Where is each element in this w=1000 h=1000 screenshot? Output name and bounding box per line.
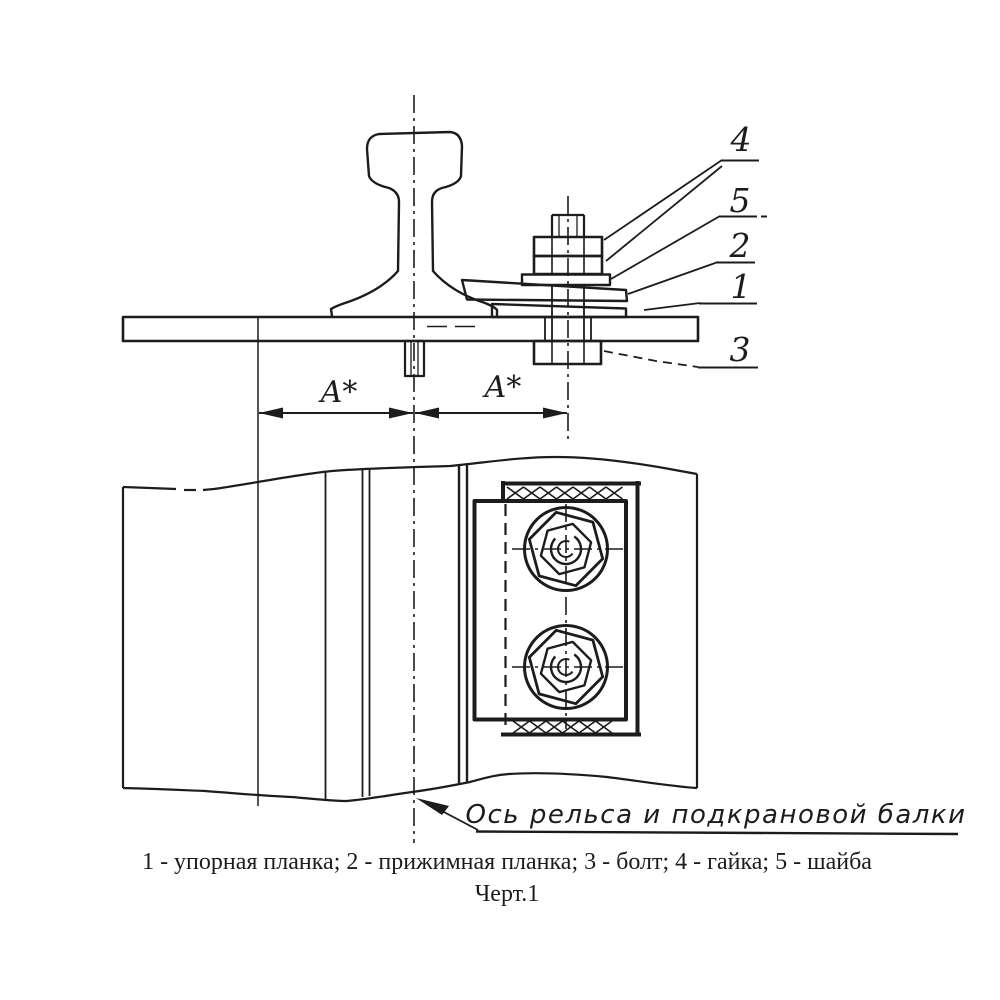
base-plate [123,317,698,341]
thrust-plate-section [492,304,626,317]
caption-legend: 1 - упорная планка; 2 - прижимная планка; 3 - болт; 4 - гайка; 5 - шайба [142,849,872,875]
thrust-plate-plan [501,481,641,736]
callout-3-label: 3 [729,330,751,369]
callout-1 [644,267,757,310]
callout-2-label: 2 [729,226,751,265]
dimension-left [259,375,413,419]
weld-hatch-bottom [513,721,612,733]
clamp-plate-section [462,280,627,301]
callout-4-label: 4 [730,120,752,159]
weld-hatch-top [507,487,623,499]
plan-view-outline [123,457,697,801]
callout-1-label: 1 [730,267,752,306]
callout-3 [604,330,758,369]
dimension-right [415,370,567,419]
dim-label-left: A* [320,375,358,410]
dim-label-right: A* [484,370,522,405]
callout-5-label: 5 [729,181,751,220]
figure-number: Черт.1 [474,881,540,907]
plan-view-rail-edges [326,465,468,800]
axis-note-label: Ось рельса и подкрановой балки [465,800,967,830]
